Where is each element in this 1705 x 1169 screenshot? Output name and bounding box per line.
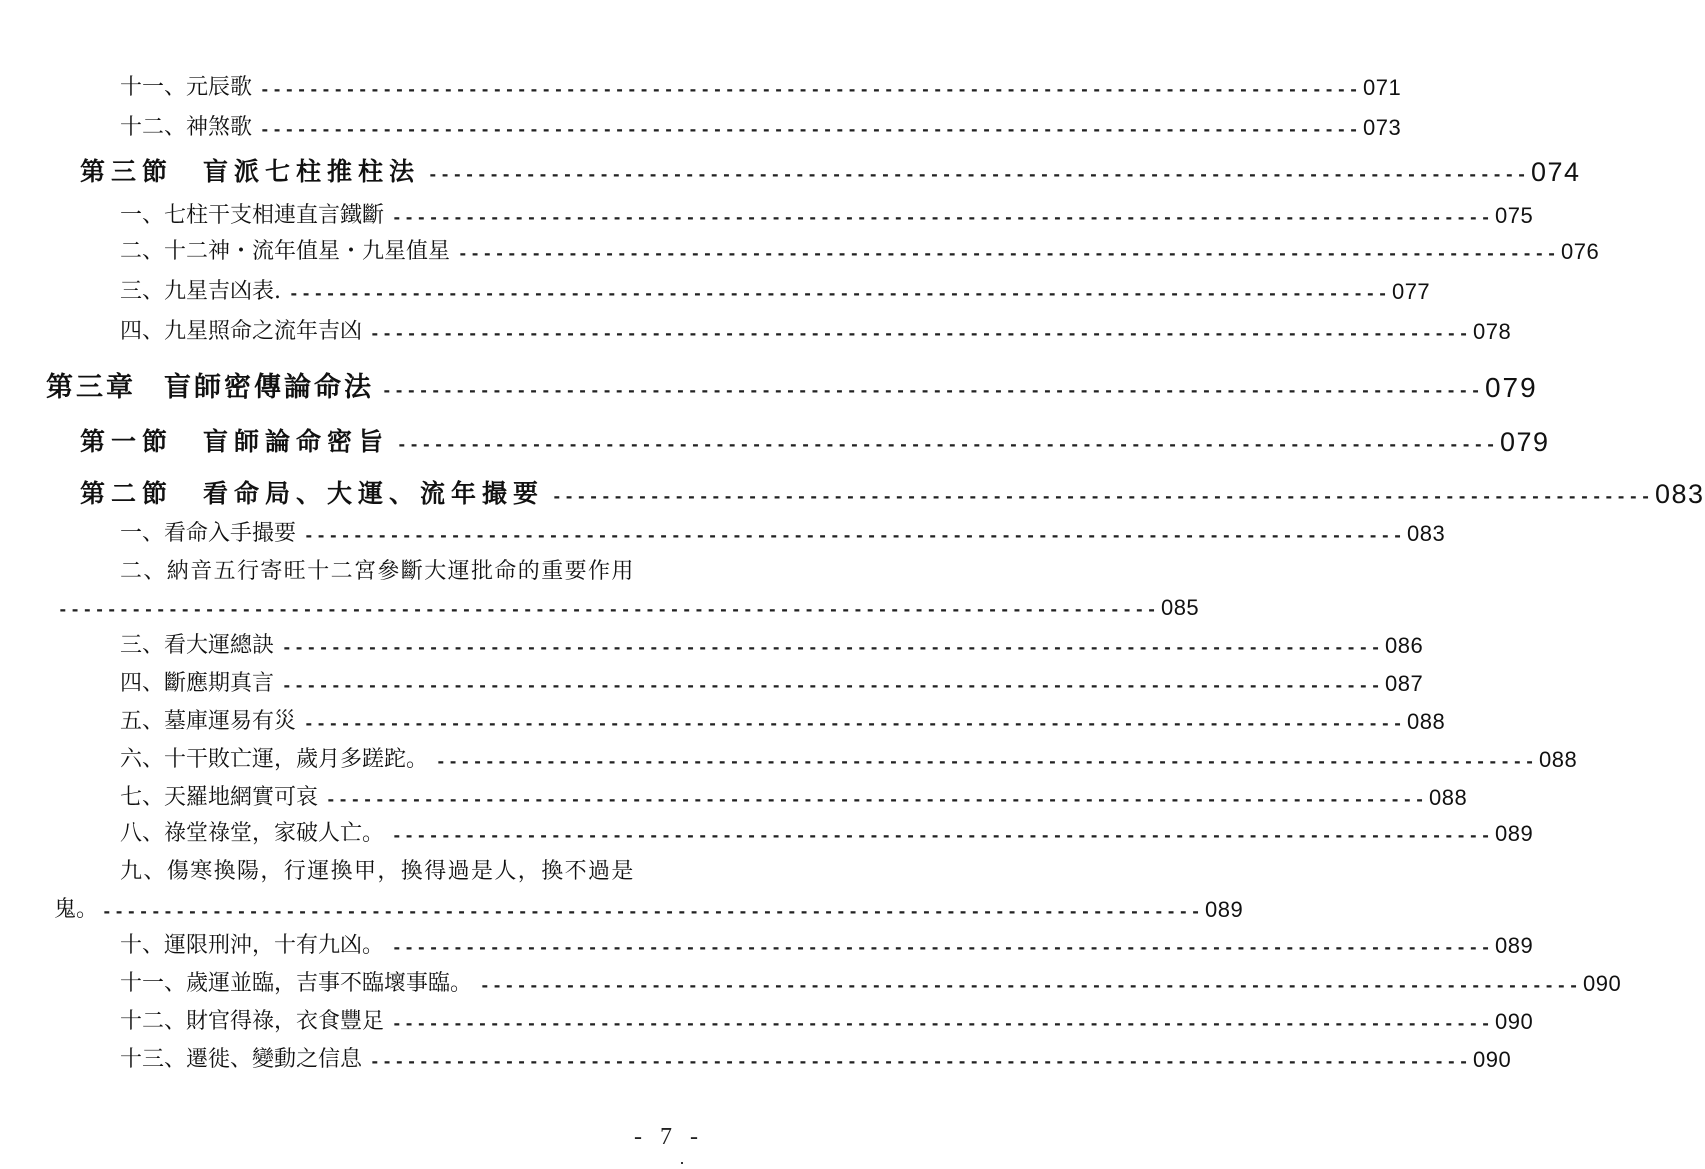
entry-page: 077 xyxy=(1391,279,1431,304)
entry-title: 十一、歲運並臨，吉事不臨壞事臨。 xyxy=(120,971,473,996)
toc-entry-yun-xian[interactable] xyxy=(120,930,1534,962)
dot-leader: ------------------------------------------------------------------------------------------ xyxy=(326,790,1427,809)
dot-leader: ------------------------------------------------------------------------------------------ xyxy=(552,487,1653,506)
entry-title: 十、運限刑沖，十有九凶。 xyxy=(120,933,385,958)
toc-entry-jiu-xing-biao[interactable] xyxy=(120,276,1431,308)
section-number: 第三節 xyxy=(80,157,174,186)
toc-entry-na-yin-line1[interactable]: 二、納音五行寄旺十二宮參斷大運批命的重要作用 xyxy=(120,559,635,584)
toc-entry-shen-sha-ge[interactable] xyxy=(120,112,1402,144)
dot-leader: ------------------------------------------------------------------------------------------ xyxy=(282,638,1383,657)
toc-entry-shang-han-line1[interactable]: 九、傷寒換陽，行運換甲，換得過是人，換不過是 xyxy=(120,859,635,884)
toc-entry-qi-zhu[interactable] xyxy=(120,200,1534,232)
chapter-title xyxy=(46,366,382,410)
toc-entry-qian-xi[interactable] xyxy=(120,1044,1512,1076)
toc-section-3[interactable] xyxy=(80,152,1581,192)
entry-title: 十一、元辰歌 xyxy=(120,75,253,100)
entry-title: 四、斷應期真言 xyxy=(120,671,275,696)
toc-entry-cai-guan[interactable] xyxy=(120,1006,1534,1038)
toc-entry-shang-han-line2[interactable] xyxy=(54,894,1244,926)
toc-entry-shi-er-shen[interactable] xyxy=(120,236,1600,268)
entry-page: 078 xyxy=(1472,319,1512,344)
dot-leader: ------------------------------------------------------------------------------------------ xyxy=(289,284,1390,303)
entry-page: 089 xyxy=(1494,933,1534,958)
section-title xyxy=(80,152,428,192)
dot-leader: ------------------------------------------------------------------------------------------ xyxy=(370,1052,1471,1071)
dot-leader: ------------------------------------------------------------------------------------------ xyxy=(392,826,1493,845)
entry-title: 二、十二神・流年值星・九星值星 xyxy=(120,239,451,264)
entry-page: 071 xyxy=(1362,75,1402,100)
entry-page: 088 xyxy=(1406,709,1446,734)
toc-entry-shi-gan[interactable] xyxy=(120,744,1578,776)
entry-title: 五、墓庫運易有災 xyxy=(120,709,297,734)
entry-page: 087 xyxy=(1384,671,1424,696)
dot-leader: ------------------------------------------------------------------------------------------ xyxy=(370,324,1471,343)
chapter-number: 第三章 xyxy=(46,372,136,403)
section-page: 079 xyxy=(1499,427,1550,457)
toc-chapter-3[interactable] xyxy=(46,366,1538,410)
section-page: 083 xyxy=(1654,479,1705,509)
dot-leader: ------------------------------------------------------------------------------------------ xyxy=(102,902,1203,921)
entry-title: 四、九星照命之流年吉凶 xyxy=(120,319,363,344)
entry-page: 089 xyxy=(1494,821,1534,846)
entry-title: 三、看大運總訣 xyxy=(120,633,275,658)
toc-entry-kan-ming[interactable] xyxy=(120,518,1446,550)
entry-title: 八、祿堂祿堂，家破人亡。 xyxy=(120,821,385,846)
section-name: 看命局、大運、流年撮要 xyxy=(203,479,545,508)
chapter-page: 079 xyxy=(1484,372,1538,403)
entry-page: 088 xyxy=(1538,747,1578,772)
section-name: 盲派七柱推柱法 xyxy=(203,157,421,186)
toc-entry-ying-qi[interactable] xyxy=(120,668,1424,700)
dot-leader: ------------------------------------------------------------------------------------------ xyxy=(397,435,1498,454)
section-title xyxy=(80,474,552,514)
dot-leader: ------------------------------------------------------------------------------------------ xyxy=(392,938,1493,957)
dot-leader: ------------------------------------------------------------------------------------------ xyxy=(304,526,1405,545)
entry-page: 076 xyxy=(1560,239,1600,264)
dot-leader: ------------------------------------------------------------------------------------------ xyxy=(458,244,1559,263)
entry-page: 089 xyxy=(1204,897,1244,922)
scan-speck xyxy=(681,1162,683,1164)
toc-section-1[interactable] xyxy=(80,422,1550,462)
entry-title: 十二、神煞歌 xyxy=(120,115,253,140)
entry-page: 083 xyxy=(1406,521,1446,546)
dot-leader: ------------------------------------------------------------------------------------------ xyxy=(392,1014,1493,1033)
dot-leader: ------------------------------------------------------------------------------------------ xyxy=(282,676,1383,695)
entry-page: 075 xyxy=(1494,203,1534,228)
entry-page: 088 xyxy=(1428,785,1468,810)
entry-title: 十三、遷徙、變動之信息 xyxy=(120,1047,363,1072)
dot-leader: ------------------------------------------------------------------------------------------ xyxy=(260,80,1361,99)
toc-entry-mu-ku[interactable] xyxy=(120,706,1446,738)
section-number: 第一節 xyxy=(80,427,174,456)
section-number: 第二節 xyxy=(80,479,174,508)
dot-leader: ------------------------------------------------------------------------------------------ xyxy=(428,165,1529,184)
entry-title: 十二、財官得祿，衣食豐足 xyxy=(120,1009,385,1034)
section-title xyxy=(80,422,397,462)
dot-leader: ------------------------------------------------------------------------------------------ xyxy=(480,976,1581,995)
entry-page: 086 xyxy=(1384,633,1424,658)
dot-leader: ------------------------------------------------------------------------------------------ xyxy=(382,381,1483,400)
toc-entry-yuan-chen-ge[interactable] xyxy=(120,72,1402,104)
entry-page: 090 xyxy=(1582,971,1622,996)
dot-leader: ------------------------------------------------------------------------------------------ xyxy=(58,600,1159,619)
toc-entry-jiu-xing-zhao-ming[interactable] xyxy=(120,316,1512,348)
dot-leader: ------------------------------------------------------------------------------------------ xyxy=(260,120,1361,139)
entry-title: 三、九星吉凶表. xyxy=(120,279,281,304)
entry-title: 一、七柱干支相連直言鐵斷 xyxy=(120,203,385,228)
page-number: - 7 - xyxy=(634,1124,704,1150)
toc-entry-sui-yun[interactable] xyxy=(120,968,1622,1000)
entry-title-continued: 鬼。 xyxy=(54,897,99,922)
entry-title: 七、天羅地網實可哀 xyxy=(120,785,319,810)
entry-page: 073 xyxy=(1362,115,1402,140)
section-page: 074 xyxy=(1530,157,1581,187)
dot-leader: ------------------------------------------------------------------------------------------ xyxy=(392,208,1493,227)
entry-page: 090 xyxy=(1472,1047,1512,1072)
entry-title: 一、看命入手撮要 xyxy=(120,521,297,546)
dot-leader: ------------------------------------------------------------------------------------------ xyxy=(436,752,1537,771)
section-name: 盲師論命密旨 xyxy=(203,427,390,456)
chapter-name: 盲師密傳論命法 xyxy=(164,372,374,403)
toc-entry-lu-tang[interactable] xyxy=(120,818,1534,850)
entry-title: 六、十干敗亡運，歲月多蹉跎。 xyxy=(120,747,429,772)
entry-page: 090 xyxy=(1494,1009,1534,1034)
toc-section-2[interactable] xyxy=(80,474,1705,514)
toc-entry-tian-luo[interactable] xyxy=(120,782,1468,814)
toc-entry-na-yin-line2[interactable] xyxy=(54,592,1200,624)
entry-page: 085 xyxy=(1160,595,1200,620)
dot-leader: ------------------------------------------------------------------------------------------ xyxy=(304,714,1405,733)
toc-entry-da-yun-zong-jue[interactable] xyxy=(120,630,1424,662)
